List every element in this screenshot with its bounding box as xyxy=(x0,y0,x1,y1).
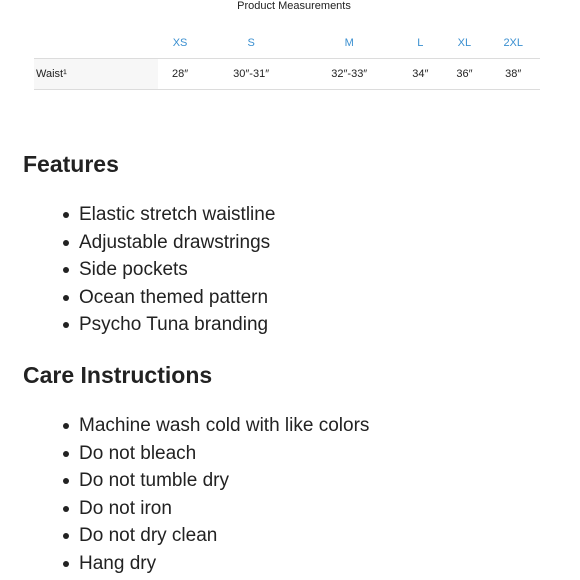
care-instructions-heading: Care Instructions xyxy=(23,362,213,388)
list-item: Adjustable drawstrings xyxy=(79,229,275,257)
waist-value-s: 30″-31″ xyxy=(202,59,300,90)
waist-value-l: 34″ xyxy=(398,59,442,90)
list-item: Hang dry xyxy=(79,550,369,578)
list-item: Do not iron xyxy=(79,495,369,523)
list-item: Side pockets xyxy=(79,256,275,284)
list-item: Machine wash cold with like colors xyxy=(79,412,369,440)
waist-value-m: 32″-33″ xyxy=(300,59,398,90)
waist-row xyxy=(34,59,540,90)
measurements-table xyxy=(34,28,540,90)
waist-value-xl: 36″ xyxy=(442,59,486,90)
care-instructions-list xyxy=(79,412,369,578)
waist-value-xs: 28″ xyxy=(158,59,202,90)
list-item: Elastic stretch waistline xyxy=(79,201,275,229)
list-item: Do not dry clean xyxy=(79,522,369,550)
features-heading: Features xyxy=(23,151,119,177)
waist-value-2xl: 38″ xyxy=(486,59,540,90)
features-list xyxy=(79,201,275,339)
waist-label: Waist¹ xyxy=(34,59,158,90)
size-header-row xyxy=(34,28,540,59)
measurements-title: Product Measurements xyxy=(237,0,351,12)
size-header-m: M xyxy=(300,28,398,59)
list-item: Do not bleach xyxy=(79,440,369,468)
header-blank-cell xyxy=(34,28,158,59)
size-header-l: L xyxy=(398,28,442,59)
list-item: Psycho Tuna branding xyxy=(79,311,275,339)
size-header-xs: XS xyxy=(158,28,202,59)
size-header-s: S xyxy=(202,28,300,59)
list-item: Ocean themed pattern xyxy=(79,284,275,312)
list-item: Do not tumble dry xyxy=(79,467,369,495)
size-header-2xl: 2XL xyxy=(486,28,540,59)
size-header-xl: XL xyxy=(442,28,486,59)
